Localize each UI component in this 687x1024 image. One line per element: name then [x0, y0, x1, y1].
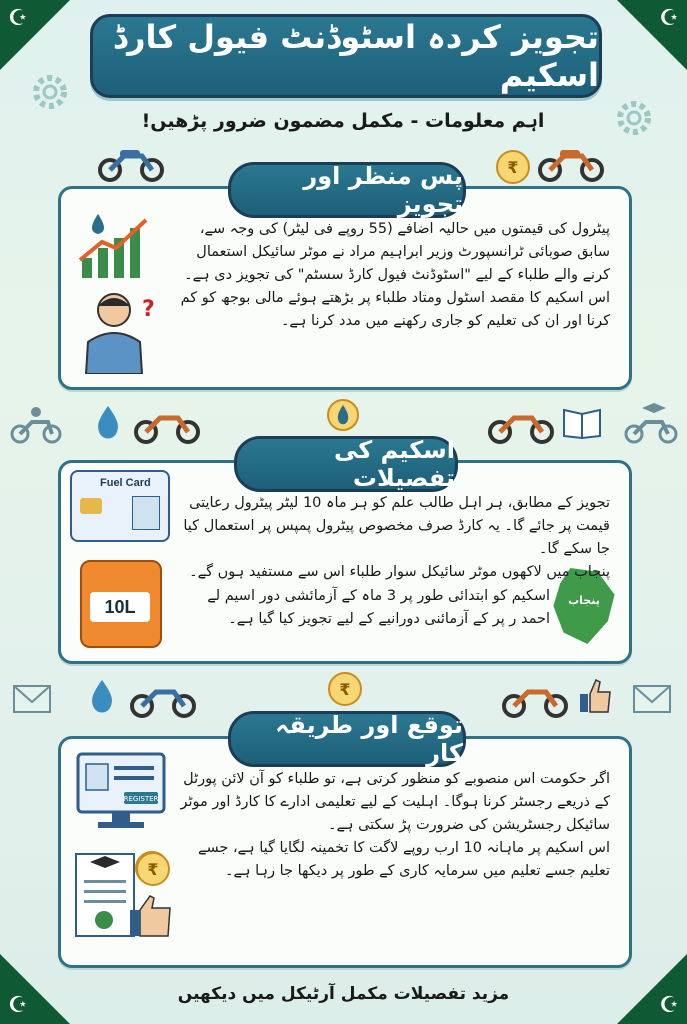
motorcycle-icon [132, 402, 202, 444]
section-heading-background [228, 162, 466, 218]
paragraph: اگر حکومت اس منصوبے کو منظور کرتی ہے، تو طلباء کو آن لائن پورٹل کے ذریعے رجسٹر کرنا ہوگا۔ اہلیت کے لیے تعلیمی ادارے کا کارڈ اور موٹر سائیکل رجسٹریشن کی ضرورت پڑ سکتی ہے۔ [180, 771, 610, 833]
thumbs-up-icon [578, 676, 614, 716]
fuel-drop-icon [86, 678, 118, 714]
section-body [178, 492, 610, 584]
rupee-coin-icon: ₹ [328, 672, 362, 706]
subtitle: اہم معلومات - مکمل مضمون ضرور پڑھیں! [141, 110, 545, 132]
section-heading: اسکیم کی تفصیلات [334, 436, 455, 492]
computer-register-icon [74, 750, 168, 832]
svg-text:?: ? [142, 297, 155, 322]
fuel-drop-icon [92, 404, 124, 440]
crescent-star-icon: ☪ [8, 993, 28, 1018]
motorcycle-icon [536, 140, 606, 182]
jerrycan-icon [80, 560, 162, 648]
paragraph: اس اسکیم کا مقصد اسٹول ومتاد طلباء پر بڑھتے ہوئے مالی بوجھ کو کم کرنا اور ان کی تعلیم کو جاری رکھنے میں مدد کرنا ہے۔ [180, 290, 610, 329]
jerrycan-label: 10L [90, 592, 150, 622]
motorcycle-rider-icon [8, 404, 64, 444]
card-photo-icon [132, 496, 160, 530]
page-title: تجویز کردہ اسٹوڈنٹ فیول کارڈ اسکیم [112, 18, 599, 94]
motorcycle-icon [486, 402, 556, 444]
crescent-star-icon: ☪ [659, 6, 679, 31]
fuel-card-illustration [70, 470, 170, 542]
paragraph: اسکیم کو ابتدائی طور پر 3 ماہ کے آزمائشی دور اسیم لے احمد ر پر کے آزمائنی دورانیے کے لیے تجویز کیا گیا ہے۔ [207, 588, 550, 627]
section-heading: پس منظر اور تجویز [303, 162, 463, 218]
punjab-label: پنجاب [568, 594, 600, 607]
section-body-extra [178, 585, 550, 631]
envelope-icon [630, 674, 674, 716]
motorcycle-icon [500, 676, 570, 718]
footer-note: مزید تفصیلات مکمل آرٹیکل میں دیکھیں [177, 984, 510, 1004]
rising-chart-icon [76, 210, 156, 282]
gear-icon [28, 70, 72, 114]
fuel-card-label: Fuel Card [100, 477, 151, 489]
section-heading-background [234, 436, 458, 492]
crescent-star-icon: ☪ [8, 6, 28, 31]
register-label: REGISTER [123, 795, 159, 803]
graduate-motorcycle-icon [622, 400, 680, 444]
section-body [180, 768, 610, 883]
gear-icon [612, 96, 656, 140]
paragraph: اس اسکیم پر ماہانہ 10 ارب روپے لاگت کا تخمینہ لگایا گیا ہے، جسے تعلیم جسے تعلیم میں سرمایہ کاری کے طور پر دیکھا جا رہا ہے۔ [197, 840, 610, 879]
section-heading-background [228, 711, 466, 767]
motorcycle-icon [96, 140, 166, 182]
title-banner [90, 14, 602, 98]
crescent-star-icon: ☪ [659, 993, 679, 1018]
fuel-coin-icon [326, 398, 360, 432]
card-chip-icon [80, 498, 102, 514]
paragraph: پنجاب میں لاکھوں موٹر سائیکل سوار طلباء اس سے مستفید ہوں گے۔ [189, 564, 610, 580]
confused-student-icon [74, 288, 164, 374]
open-book-icon [562, 404, 602, 440]
rupee-coin-icon: ₹ [136, 852, 170, 886]
paragraph: پیٹرول کی قیمتوں میں حالیہ اضافے (55 روپے فی لیٹر) کی وجہ سے، سابق صوبائی ٹرانسپورٹ وزیر ابراہیم مراد نے موٹر سائیکل استعمال کرنے والے طلباء کے لیے "اسٹوڈنٹ فیول کارڈ سسٹم" کی تجویز دی ہے۔ [184, 221, 610, 283]
envelope-icon [12, 676, 52, 716]
section-body [170, 218, 610, 333]
paragraph: تجویز کے مطابق، ہر اہل طالب علم کو ہر ماہ 10 لیٹر پیٹرول رعایتی قیمت پر جائے گا۔ یہ کارڈ صرف مخصوص پیٹرول پمپس پر استعمال کیا جا سکے گا۔ [183, 495, 610, 557]
section-heading: توقع اور طریقہ کار [275, 711, 463, 767]
rupee-coin-icon: ₹ [496, 150, 530, 184]
motorcycle-icon [128, 676, 198, 718]
